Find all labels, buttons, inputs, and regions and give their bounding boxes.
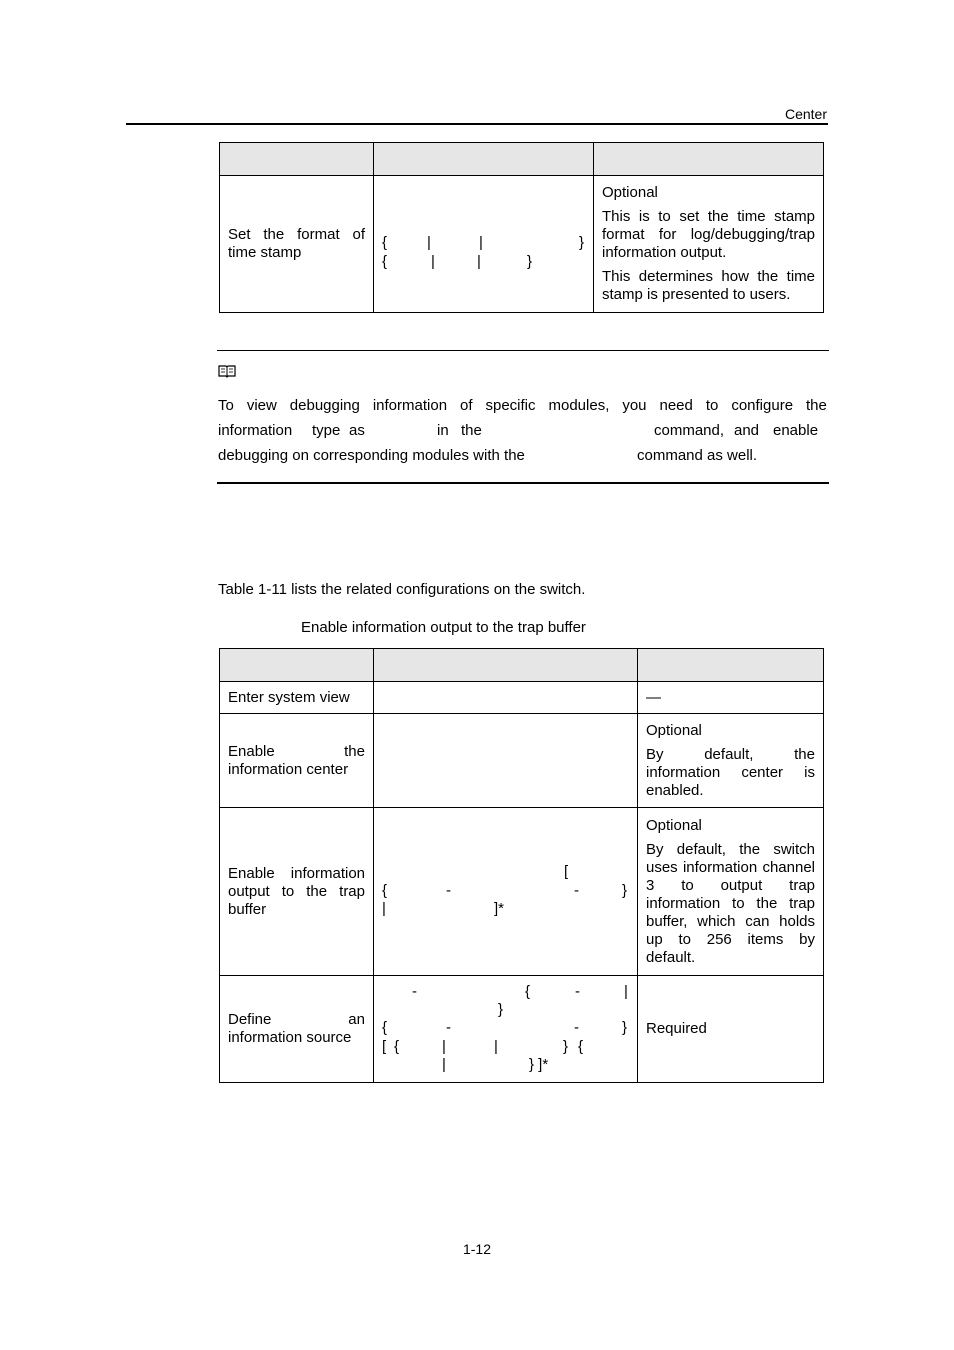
command-glyph: - xyxy=(446,1019,451,1036)
command-glyph: { xyxy=(382,1019,388,1036)
note-bottom-rule xyxy=(217,482,829,484)
command-glyph: | xyxy=(382,900,386,917)
command-glyph: | xyxy=(477,253,481,270)
command-cell xyxy=(374,176,594,313)
command-cell xyxy=(374,682,638,714)
table-row xyxy=(220,976,824,1083)
command-glyph: { xyxy=(382,882,388,899)
note-word: command, xyxy=(654,422,725,439)
table-header-row xyxy=(220,143,824,176)
header-cell xyxy=(594,143,824,176)
note-word: as xyxy=(349,422,365,439)
note-text xyxy=(218,393,827,468)
command-glyph: - xyxy=(575,983,580,1000)
command-glyph: | xyxy=(442,1056,446,1073)
command-glyph: - xyxy=(446,882,451,899)
note-top-rule xyxy=(217,350,829,351)
command-glyph: [ xyxy=(564,863,569,880)
command-glyph: | xyxy=(427,234,431,251)
table-row xyxy=(220,176,824,313)
remark-text: By default, the switch uses information channel 3 to output trap information to the trap buffer, which can holds up to 256 items by default. xyxy=(646,840,815,966)
command-cell xyxy=(374,808,638,976)
note-word: information xyxy=(372,397,448,414)
command-glyph: { xyxy=(382,234,388,251)
remarks-cell: Required xyxy=(638,976,824,1083)
remark-text: Optional xyxy=(646,721,702,739)
note-word: specific xyxy=(485,397,536,414)
command-glyph: } xyxy=(563,1038,569,1055)
running-header: Center xyxy=(784,106,827,122)
header-cell xyxy=(220,649,374,682)
note-word: in xyxy=(437,422,449,439)
note-word: modules, xyxy=(548,397,610,414)
note-text-fragment: debugging on corresponding modules with the xyxy=(218,447,525,464)
remark-text: This determines how the time stamp is presented to users. xyxy=(602,268,815,303)
note-text-fragment: command as well. xyxy=(637,447,758,464)
note-word: enable xyxy=(773,422,819,439)
command-glyph: - xyxy=(574,1019,579,1036)
note-word: the xyxy=(461,422,482,439)
command-glyph: { xyxy=(525,983,531,1000)
note-word: information xyxy=(218,422,293,439)
command-glyph: [ xyxy=(382,1038,387,1055)
page-number: 1-12 xyxy=(462,1241,492,1257)
command-glyph: - xyxy=(412,983,417,1000)
command-cell xyxy=(374,976,638,1083)
remark-text: Optional xyxy=(646,816,702,834)
command-cell xyxy=(374,714,638,808)
command-glyph: } xyxy=(579,234,585,251)
operation-cell: Define an information source xyxy=(220,976,374,1083)
command-glyph: } xyxy=(622,882,628,899)
command-glyph: - xyxy=(574,882,579,899)
command-glyph: | xyxy=(479,234,483,251)
command-glyph: | xyxy=(442,1038,446,1055)
note-word: type xyxy=(312,422,341,439)
remark-text: This is to set the time stamp format for log/debugging/trap information output. xyxy=(602,208,815,261)
note-word: To xyxy=(218,397,234,414)
remark-text: By default, the information center is enabled. xyxy=(646,745,815,799)
note-word: the xyxy=(806,397,827,414)
timestamp-table xyxy=(219,142,824,313)
command-glyph: ]* xyxy=(494,900,505,917)
book-icon xyxy=(218,364,236,378)
command-glyph: } xyxy=(622,1019,628,1036)
remarks-cell xyxy=(594,176,824,313)
note-line-2 xyxy=(218,418,827,443)
command-glyph: { xyxy=(394,1038,400,1055)
remark-text: Optional xyxy=(602,184,658,201)
command-glyph: | xyxy=(624,983,628,1000)
table-caption: Enable information output to the trap buffer xyxy=(301,619,586,636)
remarks-cell xyxy=(638,808,824,976)
remarks-cell: — xyxy=(638,682,824,714)
note-line-1 xyxy=(218,393,827,418)
note-line-3 xyxy=(218,443,827,468)
command-glyph: } xyxy=(527,253,533,270)
command-glyph: } xyxy=(498,1001,504,1018)
table-row xyxy=(220,682,824,714)
trap-buffer-table xyxy=(219,648,824,1083)
note-word: view xyxy=(246,397,277,414)
header-cell xyxy=(374,649,638,682)
header-cell xyxy=(374,143,594,176)
header-rule xyxy=(126,123,828,125)
operation-cell: Enable information output to the trap buffer xyxy=(220,808,374,976)
note-word: and xyxy=(734,422,760,439)
command-glyph: | xyxy=(494,1038,498,1055)
note-word: of xyxy=(460,397,473,414)
note-word: need xyxy=(659,397,693,414)
command-glyph: | xyxy=(431,253,435,270)
table-header-row xyxy=(220,649,824,682)
note-word: you xyxy=(622,397,647,414)
command-glyph: { xyxy=(382,253,388,270)
note-word: to xyxy=(705,397,719,414)
operation-cell: Enter system view xyxy=(220,682,374,714)
command-glyph: { xyxy=(578,1038,584,1055)
operation-cell: Set the format of time stamp xyxy=(220,176,374,313)
operation-cell: Enable the information center xyxy=(220,714,374,808)
note-word: debugging xyxy=(289,397,360,414)
note-word: configure xyxy=(731,397,794,414)
remarks-cell xyxy=(638,714,824,808)
table-row xyxy=(220,808,824,976)
table-row xyxy=(220,714,824,808)
header-cell xyxy=(220,143,374,176)
intro-paragraph: Table 1-11 lists the related configurations on the switch. xyxy=(218,581,586,598)
header-cell xyxy=(638,649,824,682)
command-glyph: } ]* xyxy=(529,1056,549,1073)
